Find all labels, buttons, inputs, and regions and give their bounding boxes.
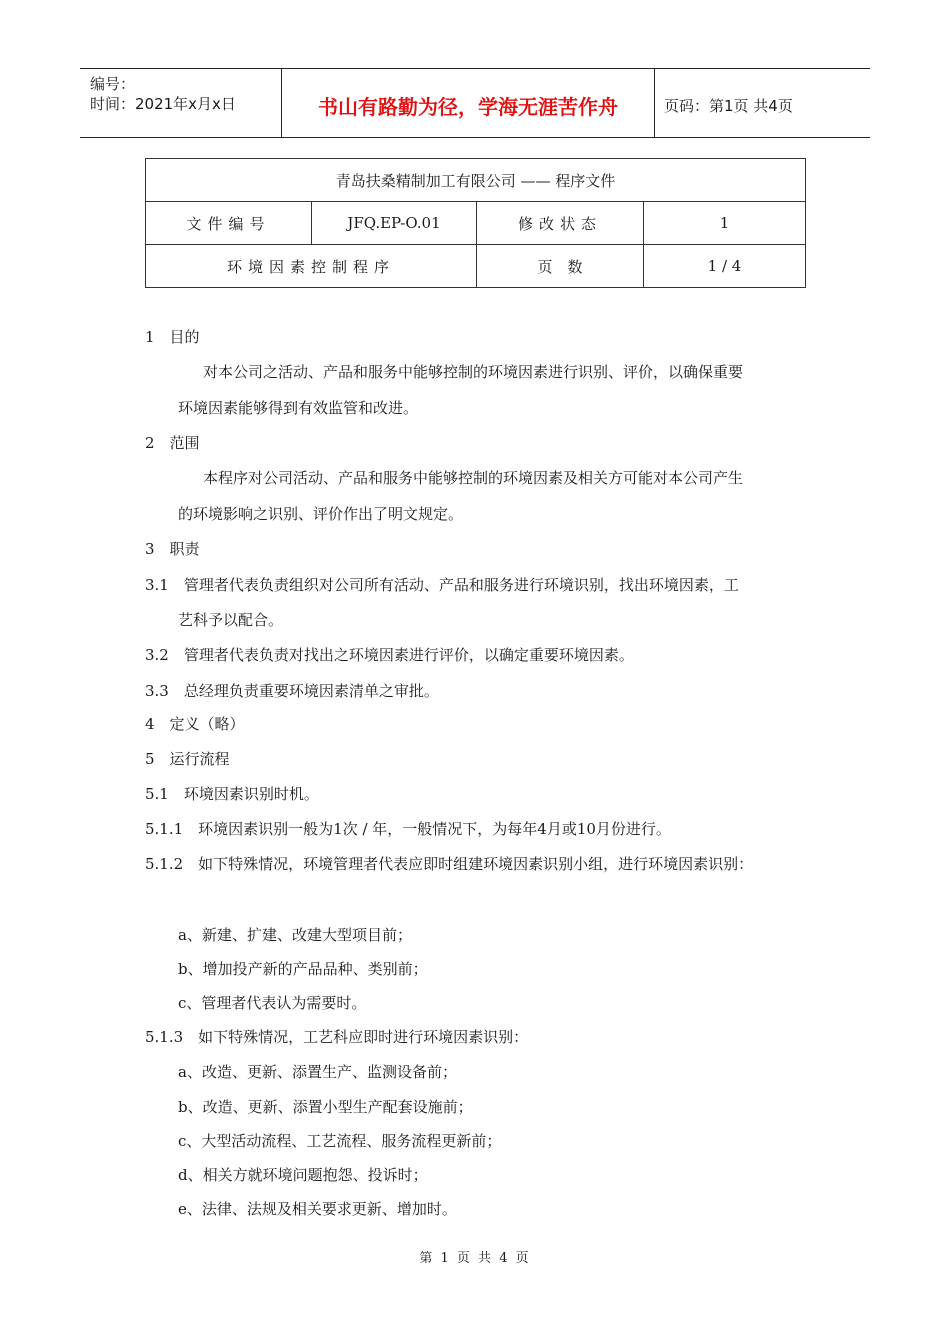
- paragraph-line: 的环境影响之识别、评价作出了明文规定。: [178, 505, 464, 523]
- time-label: 时间：2021年x月x日: [90, 95, 236, 113]
- header-motto-cell: [281, 69, 655, 137]
- header-page-cell: [654, 69, 870, 137]
- list-item: d、相关方就环境问题抱怨、投诉时；: [178, 1166, 428, 1184]
- company-title: 青岛扶桑精制加工有限公司 —— 程序文件: [146, 159, 806, 202]
- file-no-value: JFQ.EP-O.01: [312, 202, 477, 245]
- list-item: b、改造、更新、添置小型生产配套设施前；: [178, 1098, 473, 1116]
- paragraph-line: 环境因素能够得到有效监管和改进。: [178, 399, 419, 417]
- list-item: c、大型活动流程、工艺流程、服务流程更新前；: [178, 1132, 502, 1150]
- document-info-table: [145, 158, 806, 288]
- list-item: c、管理者代表认为需要时。: [178, 994, 367, 1012]
- clause-line: 3.2 管理者代表负责对找出之环境因素进行评价，以确定重要环境因素。: [145, 646, 634, 664]
- section-1-heading: 1 目的: [145, 328, 200, 346]
- list-item: b、增加投产新的产品品种、类别前；: [178, 960, 428, 978]
- section-3-heading: 3 职责: [145, 540, 200, 558]
- clause-line: 5.1.3 如下特殊情况，工艺科应即时进行环境因素识别：: [145, 1028, 529, 1046]
- paragraph-line: 对本公司之活动、产品和服务中能够控制的环境因素进行识别、评价，以确保重要: [203, 363, 744, 381]
- section-2-heading: 2 范围: [145, 434, 200, 452]
- section-4-heading: 4 定义（略）: [145, 715, 245, 733]
- clause-line: 5.1.1 环境因素识别一般为1次 / 年，一般情况下，为每年4月或10月份进行。: [145, 820, 671, 838]
- list-item: e、法律、法规及相关要求更新、增加时。: [178, 1200, 457, 1218]
- motto: 书山有路勤为径，学海无涯苦作舟: [318, 95, 618, 119]
- list-item: a、新建、扩建、改建大型项目前；: [178, 926, 412, 944]
- revision-label: 修改状态: [477, 202, 644, 245]
- procedure-title: 环境因素控制程序: [146, 245, 477, 288]
- clause-line: 5.1 环境因素识别时机。: [145, 785, 319, 803]
- section-5-heading: 5 运行流程: [145, 750, 230, 768]
- clause-line: 3.1 管理者代表负责组织对公司所有活动、产品和服务进行环境识别，找出环境因素，工: [145, 576, 739, 594]
- list-item: a、改造、更新、添置生产、监测设备前；: [178, 1063, 457, 1081]
- clause-line: 3.3 总经理负责重要环境因素清单之审批。: [145, 682, 439, 700]
- revision-value: 1: [644, 202, 806, 245]
- page-header: [80, 68, 870, 138]
- page-footer: 第 1 页 共 4 页: [419, 1251, 531, 1266]
- header-meta: [80, 69, 281, 137]
- clause-line: 艺科予以配合。: [178, 611, 284, 629]
- pages-label: 页 数: [477, 245, 644, 288]
- file-no-label: 文件编号: [146, 202, 312, 245]
- page-number-label: 页码：第1页 共4页: [664, 97, 793, 115]
- pages-value: 1 / 4: [644, 245, 806, 288]
- clause-line: 5.1.2 如下特殊情况，环境管理者代表应即时组建环境因素识别小组，进行环境因素识别：: [145, 855, 754, 873]
- code-label: 编号：: [90, 75, 136, 93]
- paragraph-line: 本程序对公司活动、产品和服务中能够控制的环境因素及相关方可能对本公司产生: [203, 469, 744, 487]
